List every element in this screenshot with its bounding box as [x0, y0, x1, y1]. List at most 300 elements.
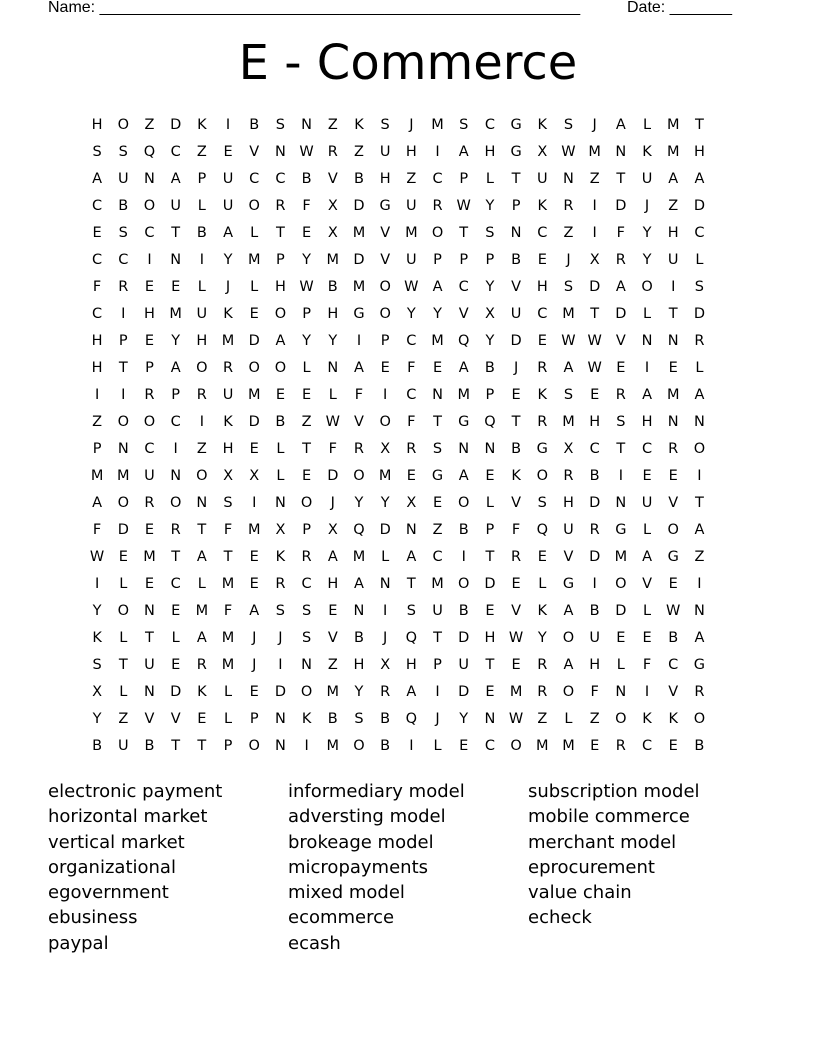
grid-letter: B	[458, 603, 469, 619]
grid-letter: T	[511, 414, 521, 430]
grid-letter: T	[171, 225, 181, 241]
grid-letter: K	[354, 117, 364, 133]
grid-letter: F	[92, 279, 102, 295]
grid-letter: L	[171, 630, 180, 646]
grid-letter: Q	[458, 333, 470, 349]
grid-letter: X	[484, 306, 495, 322]
grid-letter: E	[537, 549, 547, 565]
grid-letter: R	[537, 360, 548, 376]
grid-letter: R	[144, 495, 155, 511]
grid-letter: R	[380, 684, 391, 700]
grid-letter: M	[221, 333, 235, 349]
grid-letter: H	[589, 657, 601, 673]
grid-letter: N	[432, 387, 443, 403]
grid-letter: D	[589, 549, 601, 565]
grid-letter: E	[328, 603, 338, 619]
grid-letter: T	[171, 549, 181, 565]
grid-letter: H	[91, 333, 103, 349]
grid-letter: U	[432, 603, 443, 619]
grid-letter: S	[92, 144, 102, 160]
grid-letter: C	[484, 117, 495, 133]
word-list-item: echeck	[528, 907, 592, 929]
grid-letter: B	[327, 711, 338, 727]
grid-letter: A	[615, 117, 626, 133]
grid-letter: N	[379, 576, 391, 592]
grid-letter: I	[94, 576, 100, 592]
grid-letter: S	[563, 279, 574, 295]
grid-letter: T	[616, 171, 626, 187]
word-list-item: vertical market	[48, 831, 185, 853]
word-column	[48, 779, 288, 956]
grid-letter: Q	[405, 630, 418, 646]
grid-letter: R	[537, 414, 548, 430]
grid-letter: M	[666, 144, 680, 160]
grid-letter: W	[299, 144, 314, 160]
grid-letter: N	[144, 171, 155, 187]
grid-letter: Y	[485, 333, 495, 349]
grid-letter: L	[119, 684, 128, 700]
grid-letter: N	[144, 603, 155, 619]
grid-letter: O	[300, 495, 313, 511]
grid-letter: N	[144, 684, 155, 700]
grid-letter: X	[223, 468, 233, 484]
grid-letter: A	[615, 279, 626, 295]
grid-letter: C	[170, 576, 181, 592]
grid-letter: T	[616, 441, 626, 457]
grid-letter: Z	[196, 144, 207, 160]
grid-letter: X	[589, 252, 600, 268]
grid-letter: A	[223, 225, 233, 241]
grid-letter: Y	[642, 252, 652, 268]
grid-letter: C	[92, 198, 103, 214]
grid-letter: B	[484, 360, 495, 376]
grid-letter: V	[668, 495, 679, 511]
grid-letter: Y	[642, 225, 652, 241]
grid-letter: J	[252, 657, 257, 673]
grid-letter: T	[433, 414, 442, 430]
grid-letter: O	[117, 117, 129, 133]
grid-letter: Y	[433, 306, 442, 322]
grid-letter: O	[353, 468, 365, 484]
word-list-item: brokeage model	[288, 831, 434, 853]
grid-letter: A	[406, 549, 417, 565]
grid-letter: I	[435, 144, 440, 160]
grid-letter: X	[92, 684, 103, 700]
grid-letter: E	[432, 495, 443, 511]
grid-letter: Z	[327, 117, 338, 133]
grid-letter: C	[170, 414, 181, 430]
grid-letter: B	[511, 252, 522, 268]
grid-letter: C	[694, 225, 705, 241]
grid-letter: D	[274, 684, 286, 700]
grid-letter: V	[642, 576, 652, 592]
grid-row	[84, 490, 713, 517]
grid-letter: L	[616, 657, 625, 673]
grid-letter: L	[276, 441, 285, 457]
grid-letter: A	[354, 576, 364, 592]
grid-letter: S	[275, 603, 286, 619]
grid-letter: A	[694, 630, 705, 646]
grid-letter: H	[405, 144, 417, 160]
grid-letter: O	[431, 225, 444, 241]
grid-letter: U	[222, 387, 234, 403]
grid-letter: G	[510, 144, 522, 160]
grid-letter: L	[433, 738, 442, 754]
grid-letter: B	[589, 468, 600, 484]
grid-letter: O	[615, 711, 627, 727]
grid-row	[84, 301, 713, 328]
grid-letter: E	[171, 279, 181, 295]
grid-letter: T	[145, 630, 154, 646]
grid-letter: E	[406, 468, 416, 484]
grid-row	[84, 463, 713, 490]
grid-letter: G	[353, 306, 365, 322]
grid-letter: L	[250, 225, 259, 241]
grid-letter: Z	[301, 414, 312, 430]
grid-letter: W	[404, 279, 419, 295]
grid-letter: X	[327, 225, 338, 241]
grid-letter: H	[563, 495, 574, 511]
grid-row	[84, 166, 713, 193]
grid-letter: X	[275, 522, 286, 538]
grid-letter: X	[327, 522, 338, 538]
grid-letter: B	[144, 738, 155, 754]
grid-letter: J	[330, 495, 335, 511]
grid-letter: L	[642, 522, 652, 538]
grid-letter: Z	[694, 549, 705, 565]
grid-letter: B	[511, 441, 522, 457]
grid-letter: K	[537, 117, 548, 133]
grid-letter: X	[380, 657, 391, 673]
word-list-item: ecash	[288, 932, 341, 954]
word-list-item: mobile commerce	[528, 806, 690, 828]
grid-letter: H	[379, 171, 391, 187]
grid-letter: T	[459, 225, 469, 241]
grid-letter: J	[409, 117, 414, 133]
grid-letter: O	[117, 603, 129, 619]
grid-letter: J	[252, 630, 257, 646]
grid-letter: N	[301, 117, 313, 133]
grid-letter: F	[302, 198, 311, 214]
grid-letter: I	[278, 657, 283, 673]
grid-letter: O	[196, 468, 208, 484]
word-list-item: subscription model	[528, 781, 700, 802]
grid-letter: X	[563, 441, 574, 457]
grid-letter: L	[197, 279, 206, 295]
grid-letter: Z	[537, 711, 548, 727]
grid-letter: W	[508, 711, 524, 727]
grid-letter: W	[587, 360, 602, 376]
grid-letter: F	[223, 603, 233, 619]
grid-letter: D	[615, 306, 627, 322]
grid-letter: G	[510, 117, 522, 133]
word-list-item: micropayments	[288, 856, 429, 878]
grid-letter: Z	[589, 171, 600, 187]
grid-letter: A	[249, 603, 260, 619]
grid-letter: V	[327, 171, 338, 187]
grid-letter: K	[537, 387, 548, 403]
grid-letter: A	[563, 360, 574, 376]
grid-letter: U	[667, 252, 679, 268]
grid-letter: D	[353, 252, 365, 268]
grid-letter: L	[302, 360, 311, 376]
grid-letter: U	[406, 198, 417, 214]
grid-letter: I	[409, 738, 414, 754]
grid-letter: M	[195, 603, 209, 619]
grid-letter: I	[147, 252, 152, 268]
grid-letter: C	[92, 252, 103, 268]
grid-letter: N	[301, 657, 313, 673]
grid-letter: V	[563, 549, 574, 565]
grid-letter: F	[223, 522, 233, 538]
grid-row	[84, 247, 713, 274]
grid-letter: E	[668, 576, 678, 592]
grid-letter: E	[249, 306, 259, 322]
grid-letter: N	[484, 711, 496, 727]
grid-row	[84, 328, 713, 355]
grid-letter: P	[223, 738, 233, 754]
grid-letter: A	[563, 657, 574, 673]
grid-letter: L	[538, 576, 547, 592]
grid-letter: N	[641, 333, 653, 349]
grid-letter: Z	[406, 171, 417, 187]
grid-letter: U	[379, 144, 391, 160]
grid-letter: M	[431, 117, 444, 133]
grid-letter: J	[225, 279, 231, 295]
grid-letter: P	[92, 441, 102, 457]
grid-letter: W	[89, 549, 105, 565]
grid-letter: E	[511, 576, 521, 592]
grid-letter: E	[590, 738, 600, 754]
grid-letter: E	[144, 333, 155, 349]
grid-letter: A	[275, 333, 286, 349]
grid-letter: F	[511, 522, 521, 538]
grid-letter: N	[693, 414, 705, 430]
grid-letter: D	[170, 117, 182, 133]
grid-letter: N	[484, 441, 496, 457]
grid-letter: E	[302, 225, 312, 241]
grid-letter: N	[170, 252, 182, 268]
grid-letter: H	[327, 306, 339, 322]
grid-letter: U	[458, 657, 470, 673]
grid-letter: B	[196, 225, 207, 241]
word-list-item: adversting model	[288, 806, 446, 828]
grid-letter: I	[644, 684, 650, 700]
grid-letter: V	[249, 144, 260, 160]
grid-letter: I	[592, 225, 597, 241]
grid-letter: G	[615, 522, 627, 538]
grid-letter: H	[536, 279, 548, 295]
grid-letter: P	[302, 522, 311, 538]
grid-letter: L	[381, 549, 390, 565]
word-list-item: merchant model	[528, 831, 677, 853]
grid-letter: J	[592, 117, 597, 133]
grid-letter: R	[353, 441, 364, 457]
grid-letter: F	[354, 387, 364, 403]
grid-letter: I	[173, 441, 178, 457]
grid-letter: C	[144, 225, 155, 241]
grid-letter: D	[458, 630, 470, 646]
grid-letter: A	[458, 360, 469, 376]
grid-letter: X	[249, 468, 260, 484]
grid-letter: S	[354, 711, 364, 727]
grid-letter: K	[537, 198, 548, 214]
grid-letter: P	[197, 171, 207, 187]
grid-letter: E	[302, 387, 312, 403]
grid-letter: O	[143, 414, 156, 430]
grid-letter: N	[405, 522, 417, 538]
grid-letter: K	[301, 711, 312, 727]
grid-letter: T	[171, 738, 181, 754]
grid-letter: C	[668, 657, 679, 673]
grid-letter: A	[170, 171, 181, 187]
grid-letter: A	[694, 171, 705, 187]
grid-letter: S	[380, 117, 390, 133]
word-list	[48, 779, 768, 956]
grid-letter: N	[667, 414, 679, 430]
grid-row	[84, 598, 713, 625]
grid-letter: D	[510, 333, 522, 349]
grid-letter: E	[249, 576, 259, 592]
grid-letter: I	[199, 252, 204, 268]
grid-letter: P	[118, 333, 128, 349]
grid-letter: L	[223, 711, 233, 727]
grid-row	[84, 355, 713, 382]
grid-letter: M	[562, 306, 575, 322]
grid-letter: L	[328, 387, 337, 403]
grid-letter: C	[641, 738, 653, 754]
grid-letter: Y	[302, 252, 312, 268]
grid-letter: E	[485, 684, 495, 700]
grid-letter: T	[511, 171, 521, 187]
grid-letter: U	[589, 630, 600, 646]
grid-letter: H	[222, 441, 234, 457]
grid-letter: S	[301, 603, 312, 619]
grid-letter: N	[274, 144, 286, 160]
grid-letter: X	[380, 441, 391, 457]
grid-letter: O	[274, 306, 287, 322]
grid-letter: L	[119, 576, 128, 592]
grid-letter: E	[459, 738, 469, 754]
grid-letter: N	[693, 603, 705, 619]
grid-letter: Y	[485, 279, 495, 295]
grid-letter: U	[563, 522, 574, 538]
grid-letter: L	[642, 603, 652, 619]
grid-letter: R	[196, 657, 207, 673]
grid-letter: D	[379, 522, 391, 538]
grid-letter: C	[118, 252, 129, 268]
grid-letter: R	[301, 549, 312, 565]
grid-letter: I	[592, 576, 597, 592]
grid-row	[84, 436, 713, 463]
grid-letter: W	[299, 279, 314, 295]
grid-letter: R	[275, 198, 286, 214]
grid-letter: F	[407, 414, 416, 430]
grid-letter: O	[379, 306, 391, 322]
grid-letter: O	[379, 414, 391, 430]
grid-letter: R	[170, 522, 181, 538]
word-list-item: informediary model	[288, 781, 465, 802]
grid-letter: I	[121, 306, 126, 322]
grid-letter: S	[537, 495, 547, 511]
grid-letter: J	[566, 252, 571, 268]
grid-letter: M	[326, 684, 340, 700]
grid-letter: E	[537, 333, 547, 349]
grid-letter: S	[485, 225, 495, 241]
grid-letter: R	[563, 468, 574, 484]
grid-letter: B	[275, 414, 286, 430]
grid-letter: M	[326, 252, 340, 268]
grid-letter: E	[642, 468, 652, 484]
grid-letter: S	[694, 279, 705, 295]
grid-letter: V	[458, 306, 469, 322]
grid-letter: D	[248, 333, 260, 349]
grid-letter: V	[327, 630, 338, 646]
grid-letter: N	[615, 684, 627, 700]
grid-letter: L	[250, 279, 259, 295]
grid-letter: M	[588, 144, 601, 160]
grid-letter: I	[592, 198, 597, 214]
grid-letter: H	[667, 225, 679, 241]
grid-letter: M	[117, 468, 130, 484]
grid-row	[84, 112, 713, 139]
grid-letter: S	[432, 441, 443, 457]
grid-letter: X	[327, 198, 338, 214]
page-title: E - Commerce	[238, 35, 578, 91]
grid-letter: O	[562, 630, 575, 646]
grid-letter: A	[196, 549, 207, 565]
grid-letter: S	[459, 117, 469, 133]
grid-letter: E	[92, 225, 102, 241]
grid-letter: K	[642, 144, 652, 160]
grid-letter: M	[562, 414, 575, 430]
grid-letter: L	[642, 117, 652, 133]
grid-letter: L	[485, 171, 494, 187]
grid-letter: T	[590, 306, 600, 322]
grid-letter: R	[275, 576, 286, 592]
grid-letter: O	[117, 414, 129, 430]
grid-letter: K	[668, 711, 678, 727]
grid-letter: T	[433, 630, 442, 646]
grid-letter: N	[510, 225, 522, 241]
grid-letter: M	[509, 684, 523, 700]
grid-letter: D	[693, 306, 705, 322]
grid-letter: H	[484, 630, 496, 646]
grid-letter: J	[435, 711, 440, 727]
grid-letter: U	[536, 171, 548, 187]
grid-letter: I	[383, 603, 388, 619]
grid-letter: T	[668, 306, 678, 322]
grid-row	[84, 733, 713, 760]
grid-letter: V	[511, 495, 522, 511]
grid-letter: Q	[353, 522, 365, 538]
grid-letter: I	[199, 414, 204, 430]
grid-letter: P	[380, 333, 390, 349]
grid-letter: C	[406, 387, 417, 403]
grid-letter: O	[693, 441, 706, 457]
grid-letter: M	[247, 387, 261, 403]
grid-letter: X	[537, 144, 548, 160]
grid-letter: T	[485, 549, 495, 565]
grid-letter: K	[197, 117, 207, 133]
grid-letter: V	[668, 684, 679, 700]
grid-letter: P	[485, 387, 495, 403]
grid-letter: I	[383, 387, 388, 403]
word-list-item: paypal	[48, 932, 109, 954]
grid-letter: N	[458, 441, 470, 457]
grid-letter: U	[510, 306, 522, 322]
grid-letter: Y	[537, 630, 547, 646]
